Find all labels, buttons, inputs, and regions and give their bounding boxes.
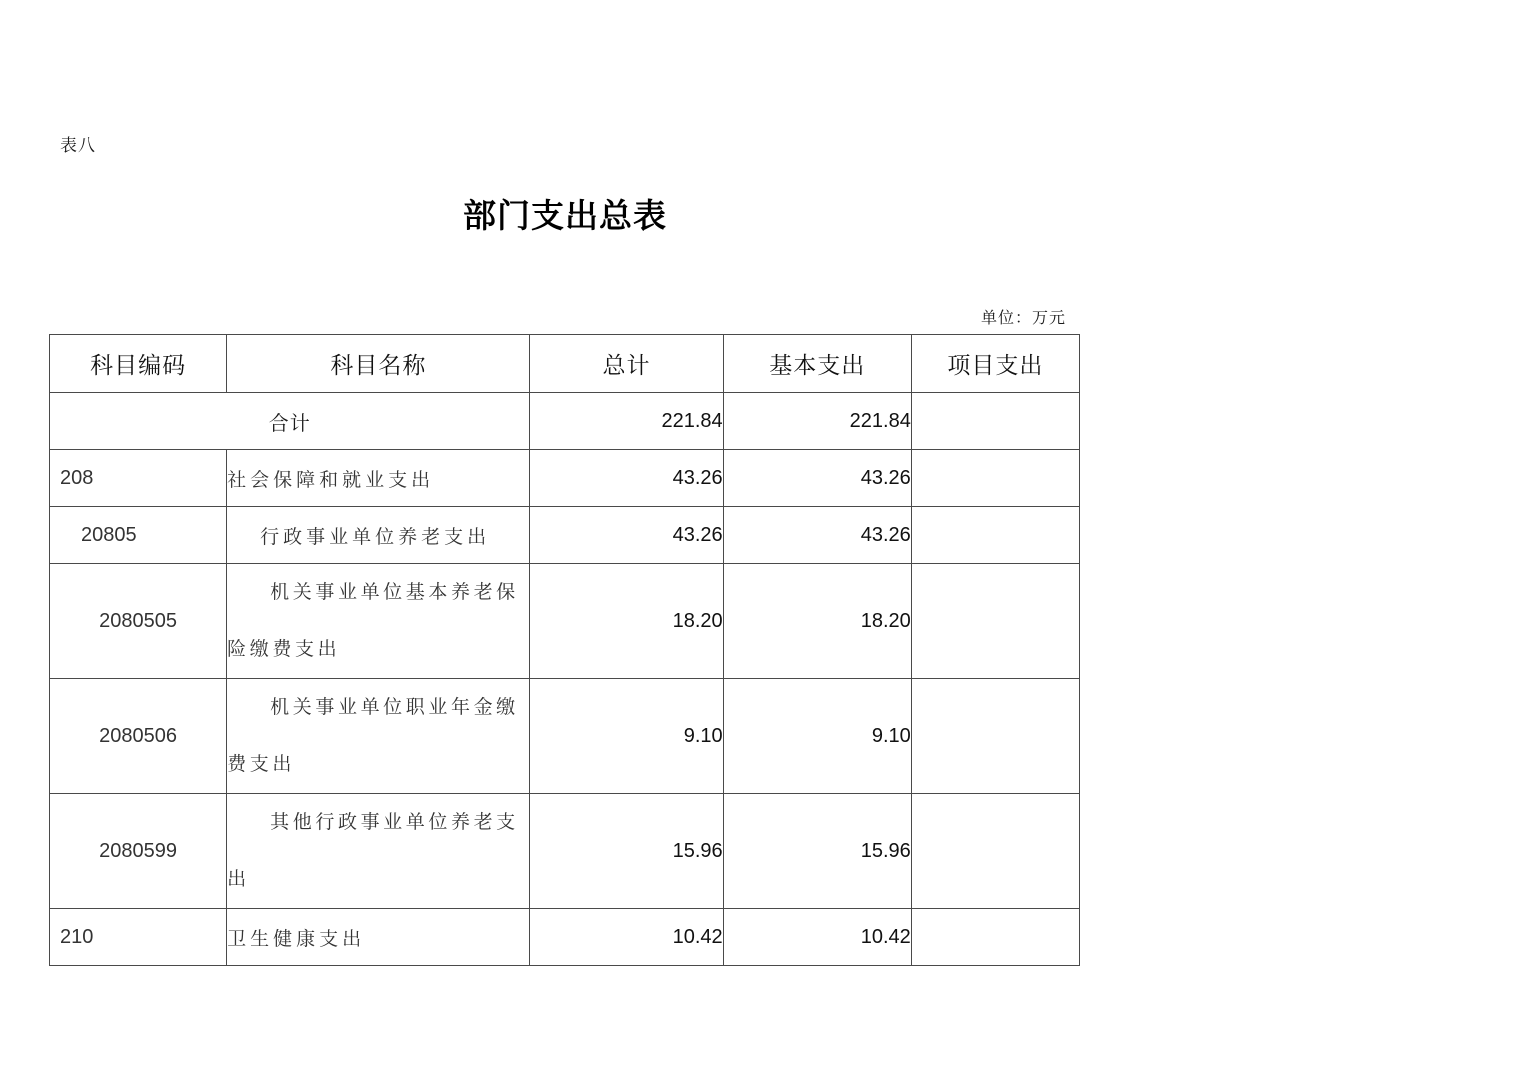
- subject-code: 210: [50, 909, 227, 966]
- table-row: [50, 564, 1080, 679]
- subject-code: 208: [50, 450, 227, 507]
- table-row: [50, 450, 1080, 507]
- row-project: [911, 450, 1079, 507]
- row-total: 43.26: [530, 450, 723, 507]
- subject-code: 2080505: [50, 564, 227, 679]
- table-row: [50, 507, 1080, 564]
- subject-code: 2080506: [50, 679, 227, 794]
- row-project: [911, 564, 1079, 679]
- row-total: 10.42: [530, 909, 723, 966]
- subject-name: 机关事业单位基本养老保险缴费支出: [227, 564, 530, 679]
- row-basic: 43.26: [723, 507, 911, 564]
- table-number: 表八: [60, 136, 96, 156]
- row-project: [911, 794, 1079, 909]
- row-basic: 15.96: [723, 794, 911, 909]
- row-total: 18.20: [530, 564, 723, 679]
- total-project: [911, 393, 1079, 450]
- total-basic: 221.84: [723, 393, 911, 450]
- header-row: [50, 335, 1080, 393]
- header-basic-expenditure: 基本支出: [723, 335, 911, 393]
- header-total: 总计: [530, 335, 723, 393]
- row-basic: 18.20: [723, 564, 911, 679]
- unit-label: 单位：万元: [981, 308, 1067, 327]
- subject-name: 社会保障和就业支出: [227, 450, 530, 507]
- total-row: [50, 393, 1080, 450]
- subject-name: 卫生健康支出: [227, 909, 530, 966]
- total-label: 合计: [50, 393, 530, 450]
- row-basic: 43.26: [723, 450, 911, 507]
- expenditure-table: [49, 334, 1080, 966]
- table-row: [50, 794, 1080, 909]
- header-subject-name: 科目名称: [227, 335, 530, 393]
- row-project: [911, 679, 1079, 794]
- total-sum: 221.84: [530, 393, 723, 450]
- table-row: [50, 679, 1080, 794]
- row-total: 9.10: [530, 679, 723, 794]
- row-total: 43.26: [530, 507, 723, 564]
- row-basic: 10.42: [723, 909, 911, 966]
- row-total: 15.96: [530, 794, 723, 909]
- header-project-expenditure: 项目支出: [911, 335, 1079, 393]
- table-row: [50, 909, 1080, 966]
- row-project: [911, 909, 1079, 966]
- subject-code: 20805: [50, 507, 227, 564]
- subject-code: 2080599: [50, 794, 227, 909]
- subject-name: 行政事业单位养老支出: [227, 507, 530, 564]
- row-basic: 9.10: [723, 679, 911, 794]
- subject-name: 其他行政事业单位养老支出: [227, 794, 530, 909]
- subject-name: 机关事业单位职业年金缴费支出: [227, 679, 530, 794]
- header-subject-code: 科目编码: [50, 335, 227, 393]
- page-title: 部门支出总表: [463, 196, 667, 235]
- row-project: [911, 507, 1079, 564]
